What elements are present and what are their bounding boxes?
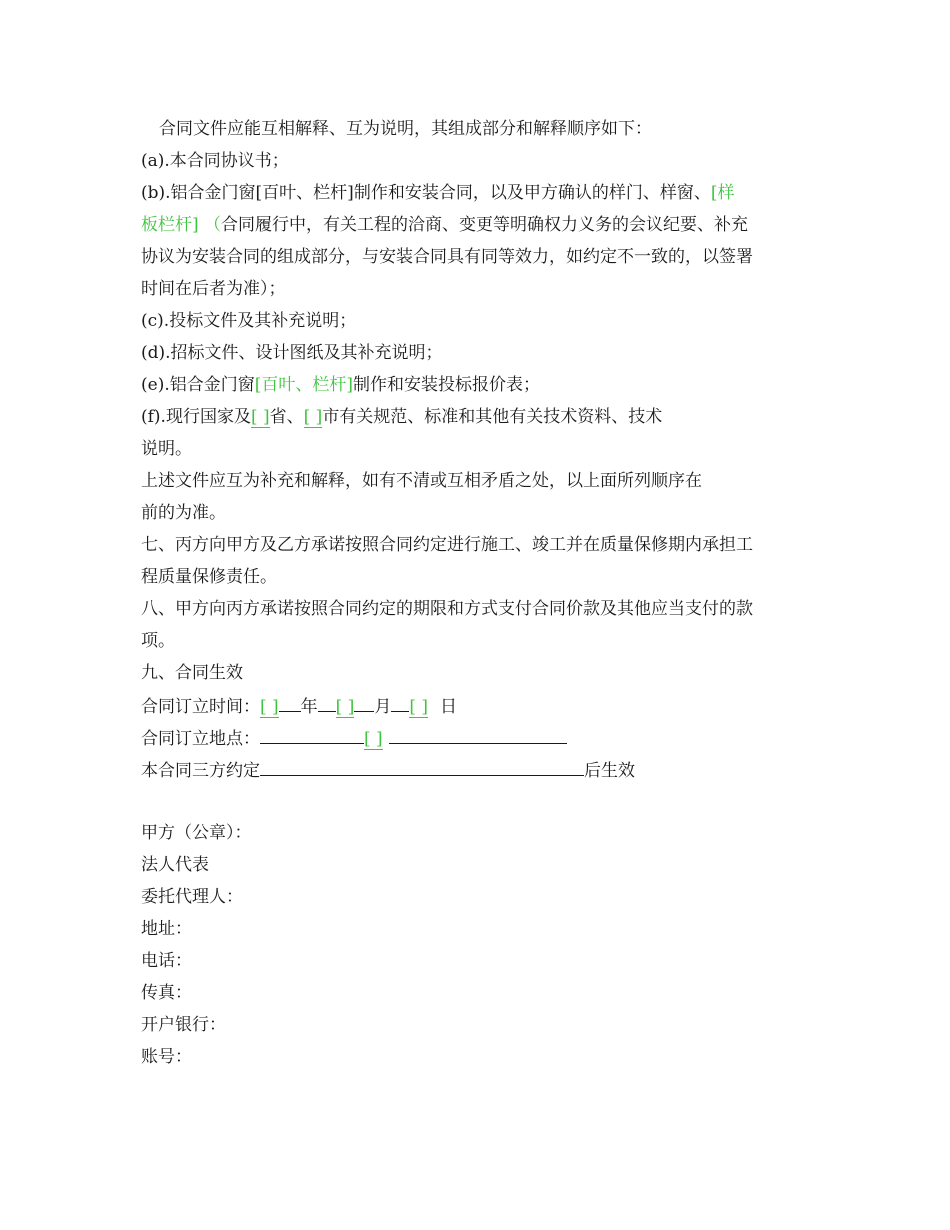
item-b-line-2 xyxy=(141,209,813,241)
item-f xyxy=(141,401,813,433)
month-blank[interactable]: [ ] xyxy=(335,697,355,717)
item-b xyxy=(141,177,813,209)
clause-7-line-2: 程质量保修责任。 xyxy=(141,567,277,587)
month-pre-underline xyxy=(318,689,336,712)
sign-place-label: 合同订立地点： xyxy=(141,729,260,749)
item-e xyxy=(141,369,813,401)
city-blank[interactable]: [ ] xyxy=(303,407,323,427)
item-e-prefix: (e).铝合金门窗 xyxy=(141,375,255,395)
item-e-suffix: 制作和安装投标报价表； xyxy=(353,375,540,395)
sign-time-row xyxy=(141,689,813,721)
item-e-green: [百叶、栏杆] xyxy=(254,375,353,395)
effective-underline[interactable] xyxy=(260,753,584,776)
item-b-green-2: 板栏杆] （ xyxy=(141,215,222,235)
day-pre-underline xyxy=(391,689,409,712)
item-d: (d).招标文件、设计图纸及其补充说明； xyxy=(141,343,443,363)
party-bank: 开户银行： xyxy=(141,1015,226,1035)
year-underline xyxy=(279,689,301,712)
summary-line-2: 前的为准。 xyxy=(141,503,226,523)
party-legal-rep: 法人代表 xyxy=(141,855,209,875)
sign-place-row xyxy=(141,721,813,753)
province-blank[interactable]: [ ] xyxy=(250,407,270,427)
year-label: 年 xyxy=(300,697,318,717)
item-b-line-3: 协议为安装合同的组成部分，与安装合同具有同等效力，如约定不一致的，以签署 xyxy=(141,247,753,267)
place-underline-right xyxy=(389,721,567,744)
party-fax: 传真： xyxy=(141,983,192,1003)
item-f-line-2: 说明。 xyxy=(141,439,192,459)
month-label: 月 xyxy=(374,697,392,717)
place-blank[interactable]: [ ] xyxy=(364,729,383,749)
clause-8-line-1: 八、甲方向丙方承诺按照合同约定的期限和方式支付合同价款及其他应当支付的款 xyxy=(141,599,753,619)
year-blank[interactable]: [ ] xyxy=(260,697,279,717)
intro-text: 合同文件应能互相解释、互为说明，其组成部分和解释顺序如下： xyxy=(159,119,652,139)
item-b-green-1: [样 xyxy=(710,183,735,203)
item-f-suffix: 市有关规范、标准和其他有关技术资料、技术 xyxy=(322,407,663,427)
party-phone: 电话： xyxy=(141,951,192,971)
party-address: 地址： xyxy=(141,919,192,939)
party-seal: 甲方（公章）： xyxy=(141,823,252,843)
item-b-line-4: 时间在后者为准）； xyxy=(141,279,286,299)
effective-row xyxy=(141,753,813,785)
month-underline xyxy=(354,689,374,712)
spacer xyxy=(141,785,813,817)
item-b-prefix: (b).铝合金门窗[百叶、栏杆]制作和安装合同，以及甲方确认的样门、样窗、 xyxy=(141,183,711,203)
day-blank[interactable]: [ ] xyxy=(409,697,429,717)
clause-7-line-1: 七、丙方向甲方及乙方承诺按照合同约定进行施工、竣工并在质量保修期内承担工 xyxy=(141,535,753,555)
item-a: (a).本合同协议书； xyxy=(141,151,289,171)
clause-8-line-2: 项。 xyxy=(141,631,175,651)
sign-time-label: 合同订立时间： xyxy=(141,697,260,717)
party-agent: 委托代理人： xyxy=(141,887,243,907)
item-f-mid: 省、 xyxy=(269,407,304,427)
day-label: 日 xyxy=(440,697,458,717)
item-b-rest-1: 合同履行中，有关工程的洽商、变更等明确权力义务的会议纪要、补充 xyxy=(221,215,749,235)
summary-line-1: 上述文件应互为补充和解释，如有不清或互相矛盾之处，以上面所列顺序在 xyxy=(141,471,702,491)
effective-label: 本合同三方约定 xyxy=(141,761,260,781)
item-f-prefix: (f).现行国家及 xyxy=(141,407,251,427)
effective-suffix: 后生效 xyxy=(584,761,635,781)
contract-page xyxy=(141,113,813,1073)
clause-9-title: 九、合同生效 xyxy=(141,663,243,683)
party-account: 账号： xyxy=(141,1047,192,1067)
item-c: (c).投标文件及其补充说明； xyxy=(141,311,357,331)
place-underline-left xyxy=(260,721,364,744)
